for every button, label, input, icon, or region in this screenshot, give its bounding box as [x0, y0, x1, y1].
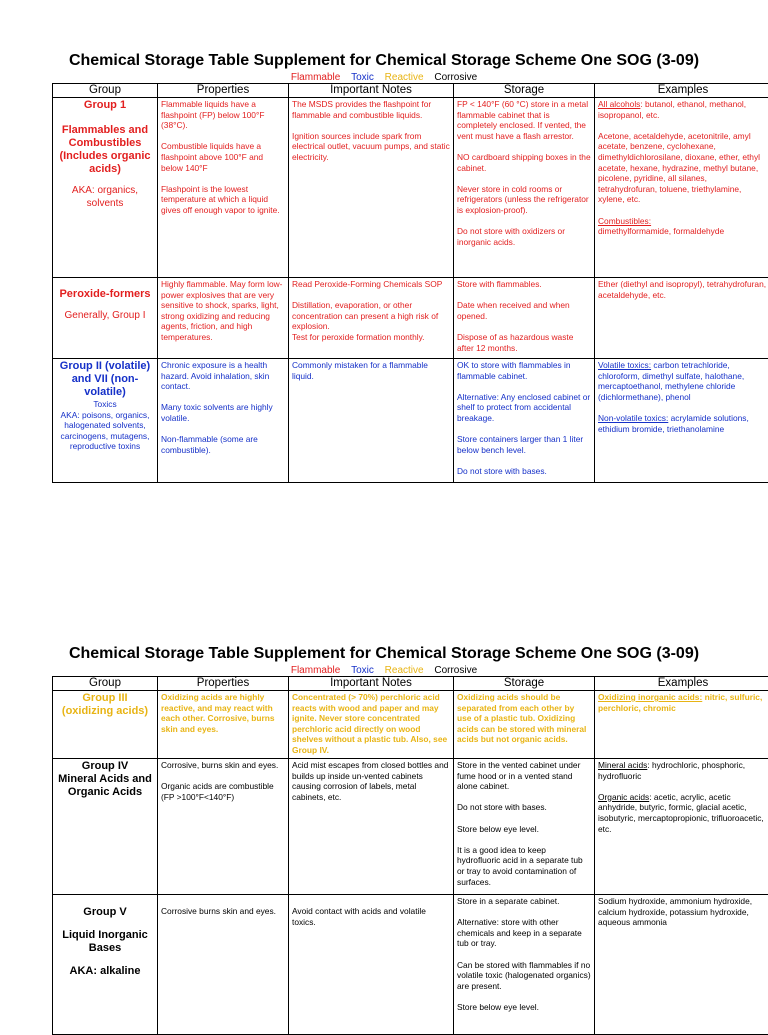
group-cell — [53, 98, 158, 278]
page-1 — [0, 52, 768, 84]
legend-reactive: Reactive — [385, 72, 424, 83]
notes-cell: Read Peroxide-Forming Chemicals SOP Distillation, evaporation, or other concentration can present a high risk of explosion. Test for peroxide formation monthly. — [289, 278, 454, 359]
page-2 — [0, 645, 768, 677]
header-group: Group — [53, 677, 158, 691]
table-row — [53, 895, 768, 1035]
properties-cell: Highly flammable. May form low-power explosives that are very sensitive to shock, sparks, light, strong oxidizing and reducing agents, friction, and high temperatures. — [158, 278, 289, 359]
legend-toxic: Toxic — [351, 665, 374, 676]
group-name: Mineral Acids and Organic Acids — [56, 773, 154, 799]
group-name: Liquid Inorganic Bases — [56, 929, 154, 955]
storage-table-2 — [52, 676, 768, 1035]
table-row — [53, 691, 768, 759]
page-title: Chemical Storage Table Supplement for Chemical Storage Scheme One SOG (3-09) — [0, 52, 768, 70]
group-cell: Group II (volatile) and VII (non-volatile) Toxics AKA: poisons, organics, halogenated solvents, carcinogens, mutagens, reproductive toxins — [53, 359, 158, 483]
examples-cell: Ether (diethyl and isopropyl), tetrahydrofuran, acetaldehyde, etc. — [595, 278, 768, 359]
group-aka: AKA: organics, solvents — [56, 184, 154, 210]
group-name: Flammables and Combustibles (Includes organic acids) — [56, 124, 154, 176]
legend-corrosive: Corrosive — [434, 665, 477, 676]
table-row — [53, 359, 768, 483]
examples-cell: Mineral acids: hydrochloric, phosphoric, hydrofluoric Organic acids: acetic, acrylic, acetic anhydride, butyric, formic, glacial acetic, isobutyric, mercaptopropionic, trifluoroacetic, etc. — [595, 759, 768, 895]
group-id: Group 1 — [56, 99, 154, 112]
group-cell — [53, 895, 158, 1035]
header-properties: Properties — [158, 677, 289, 691]
properties-cell: Corrosive, burns skin and eyes. Organic acids are combustible (FP >100°F<140°F) — [158, 759, 289, 895]
examples-cell: Oxidizing inorganic acids: nitric, sulfuric, perchloric, chromic — [595, 691, 768, 759]
group-id: Group IV — [56, 760, 154, 773]
examples-cell: Volatile toxics: carbon tetrachloride, chloroform, dimethyl sulfate, halothane, mercaptoethanol, methylene chloride (dichlormethane), phenol Non-volatile toxics: acrylamide solutions, ethidium bromide, triethanolamine — [595, 359, 768, 483]
legend-flammable: Flammable — [291, 665, 340, 676]
header-examples: Examples — [595, 84, 768, 98]
group-id: Group V — [56, 906, 154, 919]
header-group: Group — [53, 84, 158, 98]
table-row — [53, 98, 768, 278]
legend-flammable: Flammable — [291, 72, 340, 83]
group-aka: AKA: alkaline — [56, 965, 154, 978]
storage-cell: Oxidizing acids should be separated from each other by use of a plastic tub. Oxidizing acids can be stored with mineral acids but not organic acids. — [454, 691, 595, 759]
header-storage: Storage — [454, 84, 595, 98]
storage-cell: FP < 140°F (60 °C) store in a metal flammable cabinet that is completely enclosed. If vented, the vent must have a flash arrestor. NO cardboard shipping boxes in the cabinet. Never store in cold rooms or refrigerators (unless the refrigerator is explosion-proof). Do not store with oxidizers or inorganic acids. — [454, 98, 595, 278]
header-notes: Important Notes — [289, 84, 454, 98]
storage-cell: Store in a separate cabinet. Alternative: store with other chemicals and keep in a separate tub or tray. Can be stored with flammables if no volatile toxic (halogenated organics) are present. Store below eye level. — [454, 895, 595, 1035]
header-examples: Examples — [595, 677, 768, 691]
page-title: Chemical Storage Table Supplement for Chemical Storage Scheme One SOG (3-09) — [0, 645, 768, 663]
notes-cell: Commonly mistaken for a flammable liquid. — [289, 359, 454, 483]
properties-cell: Flammable liquids have a flashpoint (FP) below 100°F (38°C). Combustible liquids have a flashpoint above 100°F and below 140°F Flashpoint is the lowest temperature at which a liquid gives off enough vapor to ignite. — [158, 98, 289, 278]
storage-table-1 — [52, 83, 768, 483]
header-storage: Storage — [454, 677, 595, 691]
notes-cell: Avoid contact with acids and volatile toxics. — [289, 895, 454, 1035]
group-cell — [53, 278, 158, 359]
notes-cell: Acid mist escapes from closed bottles and builds up inside un-vented cabinets causing corrosion of labels, metal cabinets, etc. — [289, 759, 454, 895]
group-name: Peroxide-formers — [56, 288, 154, 301]
storage-cell: Store with flammables. Date when received and when opened. Dispose of as hazardous waste after 12 months. — [454, 278, 595, 359]
properties-cell: Corrosive burns skin and eyes. — [158, 895, 289, 1035]
properties-cell: Oxidizing acids are highly reactive, and may react with each other. Corrosive, burns skin and eyes. — [158, 691, 289, 759]
legend-reactive: Reactive — [385, 665, 424, 676]
legend-toxic: Toxic — [351, 72, 374, 83]
header-properties: Properties — [158, 84, 289, 98]
group-id: Group II (volatile) and VII (non-volatile) — [56, 360, 154, 399]
table-row — [53, 759, 768, 895]
legend-corrosive: Corrosive — [434, 72, 477, 83]
examples-cell: Sodium hydroxide, ammonium hydroxide, calcium hydroxide, potassium hydroxide, aqueous ammonia — [595, 895, 768, 1035]
header-notes: Important Notes — [289, 677, 454, 691]
group-id: Group III (oxidizing acids) — [56, 692, 154, 718]
notes-cell: The MSDS provides the flashpoint for flammable and combustible liquids. Ignition sources include spark from electrical outlet, vacuum pumps, and static electricity. — [289, 98, 454, 278]
storage-cell: Store in the vented cabinet under fume hood or in a vented stand alone cabinet. Do not store with bases. Store below eye level. It is a good idea to keep hydrofluoric acid in a separate tub or tray to avoid contamination of surfaces. — [454, 759, 595, 895]
examples-cell: All alcohols: butanol, ethanol, methanol, isopropanol, etc. Acetone, acetaldehyde, acetonitrile, amyl acetate, benzene, cyclohexane, dimethyldichlorosilane, dioxane, ether, ethyl acetate, hexane, hydrazine, methyl butane, picolene, pyridine, all silanes, tetrahydrofuran, toluene, triethylamine, xylene, etc. Combustibles: dimethylformamide, formaldehyde — [595, 98, 768, 278]
group-aka: Generally, Group I — [56, 309, 154, 322]
table-row — [53, 278, 768, 359]
storage-cell: OK to store with flammables in flammable cabinet. Alternative: Any enclosed cabinet or shelf to protect from accidental breakage. Store containers larger than 1 liter below bench level. Do not store with bases. — [454, 359, 595, 483]
notes-cell: Concentrated (> 70%) perchloric acid reacts with wood and paper and may ignite. Never store concentrated perchloric acid directly on wood shelves without a plastic tub. Also, see Group IV. — [289, 691, 454, 759]
group-cell — [53, 759, 158, 895]
properties-cell: Chronic exposure is a health hazard. Avoid inhalation, skin contact. Many toxic solvents are highly volatile. Non-flammable (some are combustible). — [158, 359, 289, 483]
group-cell — [53, 691, 158, 759]
